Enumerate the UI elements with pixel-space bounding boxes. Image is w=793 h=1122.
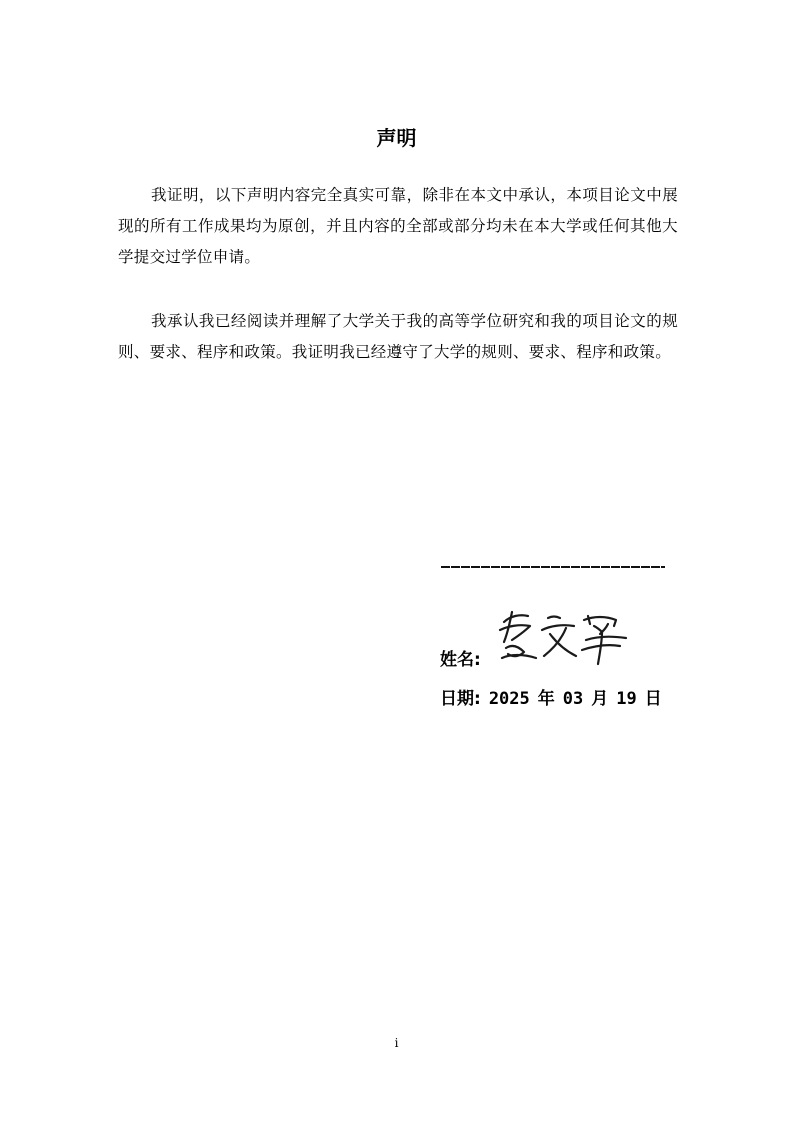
name-label: 姓名: bbox=[440, 650, 481, 670]
name-row bbox=[440, 645, 481, 675]
declaration-paragraph-2: 我承认我已经阅读并理解了大学关于我的高等学位研究和我的项目论文的规则、要求、程序和政策。我证明我已经遵守了大学的规则、要求、程序和政策。 bbox=[118, 312, 678, 361]
date-day: 19 bbox=[616, 689, 637, 709]
page-title: 声明 bbox=[376, 126, 417, 150]
date-month-unit: 月 bbox=[591, 689, 609, 709]
date-year: 2025 bbox=[488, 689, 530, 709]
signature-line bbox=[441, 566, 665, 568]
page-number: i bbox=[394, 1036, 399, 1050]
declaration-paragraph-1: 我证明，以下声明内容完全真实可靠，除非在本文中承认，本项目论文中展现的所有工作成果均为原创，并且内容的全部或部分均未在本大学或任何其他大学提交过学位申请。 bbox=[118, 186, 678, 266]
date-label: 日期: bbox=[440, 689, 481, 709]
date-day-unit: 日 bbox=[644, 689, 662, 709]
date-row bbox=[440, 684, 662, 714]
date-month: 03 bbox=[562, 689, 584, 709]
date-year-unit: 年 bbox=[537, 689, 555, 709]
handwritten-signature bbox=[490, 604, 630, 666]
